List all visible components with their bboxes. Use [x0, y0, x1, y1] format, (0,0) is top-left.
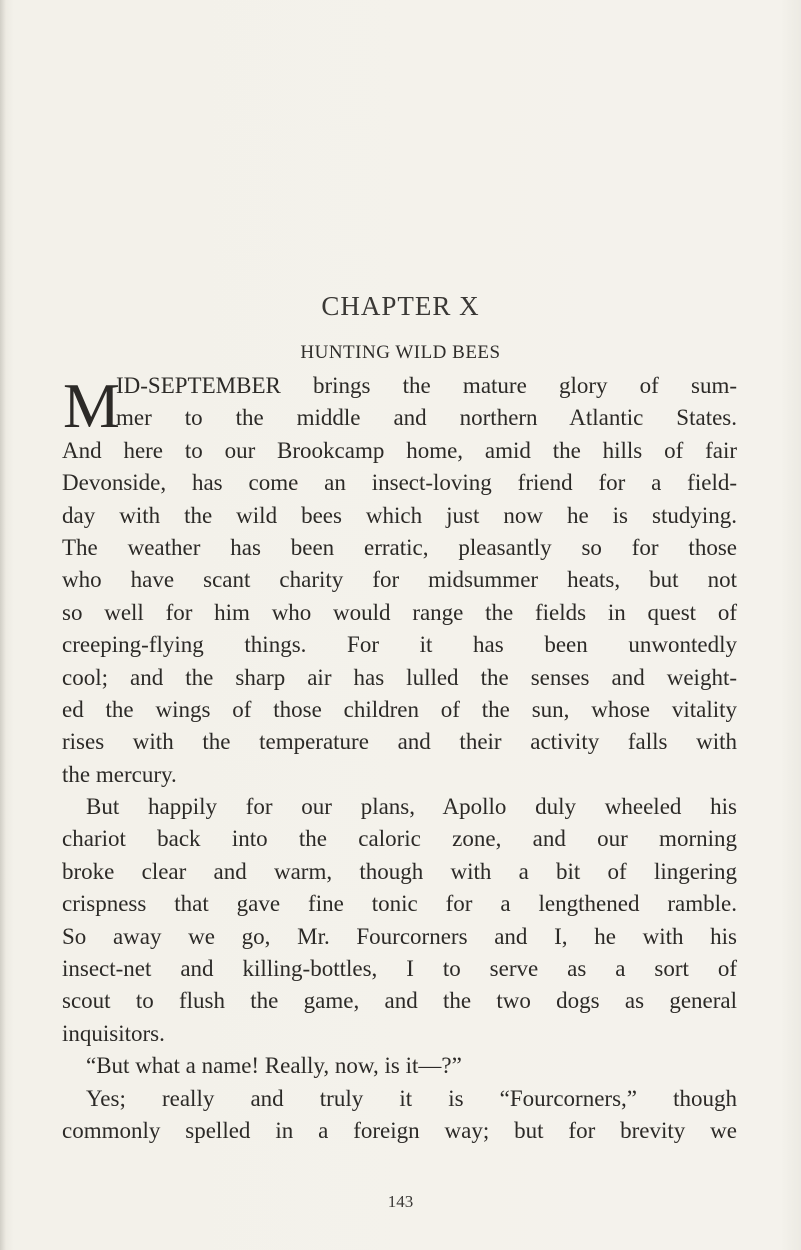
text-line: But happily for our plans, Apollo duly wheeled his: [86, 794, 737, 820]
text-line: mer to the middle and northern Atlantic States.: [116, 405, 737, 431]
text-line: crispness that gave fine tonic for a lengthened ramble.: [62, 891, 737, 917]
text-line: So away we go, Mr. Fourcorners and I, he with his: [62, 923, 737, 949]
text-line: rises with the temperature and their activity falls with: [62, 729, 737, 755]
text-line: creeping-flying things. For it has been unwontedly: [62, 632, 737, 658]
text-line: And here to our Brookcamp home, amid the hills of fair: [62, 437, 737, 463]
text-line: Devonside, has come an insect-loving friend for a field-: [62, 470, 737, 496]
text-line: commonly spelled in a foreign way; but for brevity we: [62, 1117, 737, 1143]
text-line: inquisitors.: [62, 1020, 165, 1046]
text-line: scout to flush the game, and the two dogs as general: [62, 988, 737, 1014]
text-line: insect-net and killing-bottles, I to serve as a sort of: [62, 956, 737, 982]
text-line: cool; and the sharp air has lulled the senses and weight-: [62, 664, 737, 690]
text-line: “But what a name! Really, now, is it—?”: [86, 1053, 462, 1079]
text-line: day with the wild bees which just now he is studying.: [62, 502, 737, 528]
chapter-body: [62, 370, 737, 1147]
text-line: broke clear and warm, though with a bit of lingering: [62, 858, 737, 884]
text-line: chariot back into the caloric zone, and our morning: [62, 826, 737, 852]
page-number: 143: [387, 1192, 414, 1211]
text-line: ID-SEPTEMBER brings the mature glory of sum-: [116, 373, 737, 398]
binding-shadow: [0, 0, 6, 1250]
text-line: Yes; really and truly it is “Fourcorners,” though: [86, 1085, 737, 1111]
text-line: ed the wings of those children of the sun, whose vitality: [62, 696, 737, 722]
drop-cap: M: [63, 370, 120, 441]
chapter-title: CHAPTER X: [321, 291, 480, 321]
text-line: so well for him who would range the fields in quest of: [62, 599, 737, 625]
text-line: who have scant charity for midsummer heats, but not: [62, 567, 737, 593]
chapter-subtitle: HUNTING WILD BEES: [300, 342, 501, 363]
text-line: the mercury.: [62, 761, 177, 787]
text-line: The weather has been erratic, pleasantly so for those: [62, 534, 737, 560]
